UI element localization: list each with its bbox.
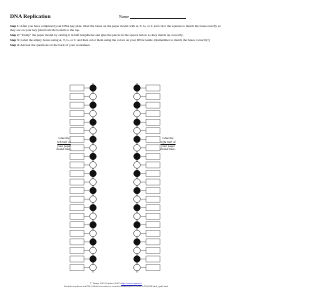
right-backbone-circle (134, 136, 141, 143)
glue-right-line-2: right half of (160, 139, 176, 144)
left-base-box (70, 222, 84, 228)
right-backbone-circle (134, 127, 141, 134)
glue-left-line-4: model here. (56, 147, 72, 152)
left-backbone-circle (90, 239, 97, 246)
left-backbone-circle (90, 162, 97, 169)
step-3-text: Label the empty boxes using A, T, G, or C and then color them using the colors on your DNA Guide. (Remember to match the bases correctly!) (20, 38, 210, 42)
left-backbone-circle (90, 256, 97, 263)
left-backbone-circle (90, 187, 97, 194)
left-backbone-circle (90, 145, 97, 152)
footer-link[interactable]: http://sciencespot.net/ (121, 282, 142, 285)
left-backbone-circle (90, 247, 97, 254)
left-backbone-circle (90, 170, 97, 177)
left-base-box (70, 119, 84, 125)
right-backbone-circle (134, 247, 141, 254)
glue-right-label (154, 137, 182, 152)
right-base-box (146, 162, 160, 168)
right-base-box (146, 171, 160, 177)
right-backbone-circle (134, 230, 141, 237)
left-backbone-circle (90, 136, 97, 143)
name-label: Name (119, 14, 129, 19)
glue-right-line-3: your paper (161, 143, 175, 148)
left-base-box (70, 213, 84, 219)
right-base-box (146, 85, 160, 91)
right-base-box (146, 188, 160, 194)
step-2-label: Step 2 (10, 33, 19, 37)
footer (0, 282, 232, 288)
page-title: DNA Replication (10, 14, 51, 20)
left-backbone-circle (90, 127, 97, 134)
left-base-box (70, 128, 84, 134)
right-backbone-circle (134, 145, 141, 152)
left-backbone-circle (90, 93, 97, 100)
right-base-box (146, 222, 160, 228)
step-4-label: Step 4 (10, 43, 19, 47)
right-base-box (146, 111, 160, 117)
left-base-box (70, 256, 84, 262)
step-3: Step 3: Label the empty boxes using A, T, G, or C and then color them using the colors on your DNA Guide. (Remember to match the bases correctly!) (10, 38, 210, 42)
right-backbone-circle (134, 170, 141, 177)
left-base-box (70, 265, 84, 271)
left-backbone-circle (90, 153, 97, 160)
right-base-box (146, 179, 160, 185)
left-backbone-circle (90, 179, 97, 186)
left-backbone-circle (90, 196, 97, 203)
right-base-box (146, 213, 160, 219)
left-base-box (70, 94, 84, 100)
footer-path: Worksheets/pdf.cut.out/DNA-Models/cut-dna-rec.worksheets/dna-rep/DNA-REPL-TM-UM.html_(pdf).html (63, 285, 169, 288)
left-backbone-circle (90, 204, 97, 211)
right-backbone-circle (134, 264, 141, 271)
left-base-box (70, 171, 84, 177)
step-3-label: Step 3 (10, 38, 19, 42)
left-base-box (70, 188, 84, 194)
left-backbone-circle (90, 85, 97, 92)
left-backbone-circle (90, 102, 97, 109)
right-backbone-circle (134, 119, 141, 126)
glue-right-line-4: model here. (160, 147, 176, 152)
right-base-box (146, 102, 160, 108)
left-backbone-circle (90, 110, 97, 117)
right-backbone-circle (134, 93, 141, 100)
right-base-box (146, 153, 160, 159)
left-base-box (70, 230, 84, 236)
left-base-box (70, 162, 84, 168)
right-backbone-circle (134, 204, 141, 211)
left-base-box (70, 102, 84, 108)
left-backbone-circle (90, 230, 97, 237)
right-base-box (146, 128, 160, 134)
glue-left-label (50, 137, 78, 152)
right-backbone-circle (134, 153, 141, 160)
right-backbone-circle (134, 102, 141, 109)
right-base-box (146, 256, 160, 262)
left-backbone-circle (90, 213, 97, 220)
left-base-box (70, 153, 84, 159)
step-1: Step 1: After you have completed your DNA key plan, label the bases on the paper model with A, T, G, or C and color the squares to match the bases exactly as they are on your key plan from the bottom to the top. (10, 24, 221, 32)
left-base-box (70, 196, 84, 202)
left-base-box (70, 111, 84, 117)
left-backbone-circle (90, 222, 97, 229)
step-4-text: Answer the questions on the back of your worksheet. (20, 43, 91, 47)
step-2-text: "Unzip" the paper model by cutting it in half lengthwise and glue the pieces in the spaces below so they match up correctly. (20, 33, 184, 37)
left-base-box (70, 205, 84, 211)
glue-right-line-1: Glue the (162, 136, 174, 140)
right-base-box (146, 94, 160, 100)
step-4: Step 4: Answer the questions on the back of your worksheet. (10, 43, 91, 47)
right-backbone-circle (134, 162, 141, 169)
right-base-box (146, 230, 160, 236)
left-base-box (70, 239, 84, 245)
footer-credit-text: T. Trimpe 2003 (Updated 2007) (90, 282, 121, 285)
right-base-box (146, 265, 160, 271)
glue-left-line-1: Glue the (58, 136, 70, 140)
right-base-box (146, 205, 160, 211)
glue-left-line-2: left half of (57, 139, 71, 144)
left-backbone-circle (90, 264, 97, 271)
glue-left-line-3: your paper (57, 143, 71, 148)
right-base-box (146, 119, 160, 125)
right-backbone-circle (134, 110, 141, 117)
right-base-box (146, 239, 160, 245)
left-base-box (70, 85, 84, 91)
left-base-box (70, 179, 84, 185)
right-backbone-circle (134, 196, 141, 203)
step-1-label: Step 1 (10, 24, 19, 28)
step-1-text: After you have completed your DNA key plan, label the bases on the paper model with A, T, G, or C and color the squares to match the bases exactly as they are on your key plan from the bottom to the top. (10, 24, 221, 32)
step-2: Step 2: "Unzip" the paper model by cutting it in half lengthwise and glue the pieces in the spaces below so they match up correctly. (10, 33, 184, 37)
left-base-box (70, 247, 84, 253)
right-backbone-circle (134, 85, 141, 92)
right-backbone-circle (134, 239, 141, 246)
right-base-box (146, 247, 160, 253)
right-backbone-circle (134, 222, 141, 229)
right-backbone-circle (134, 179, 141, 186)
right-backbone-circle (134, 187, 141, 194)
right-backbone-circle (134, 213, 141, 220)
right-base-box (146, 196, 160, 202)
right-backbone-circle (134, 256, 141, 263)
left-backbone-circle (90, 119, 97, 126)
